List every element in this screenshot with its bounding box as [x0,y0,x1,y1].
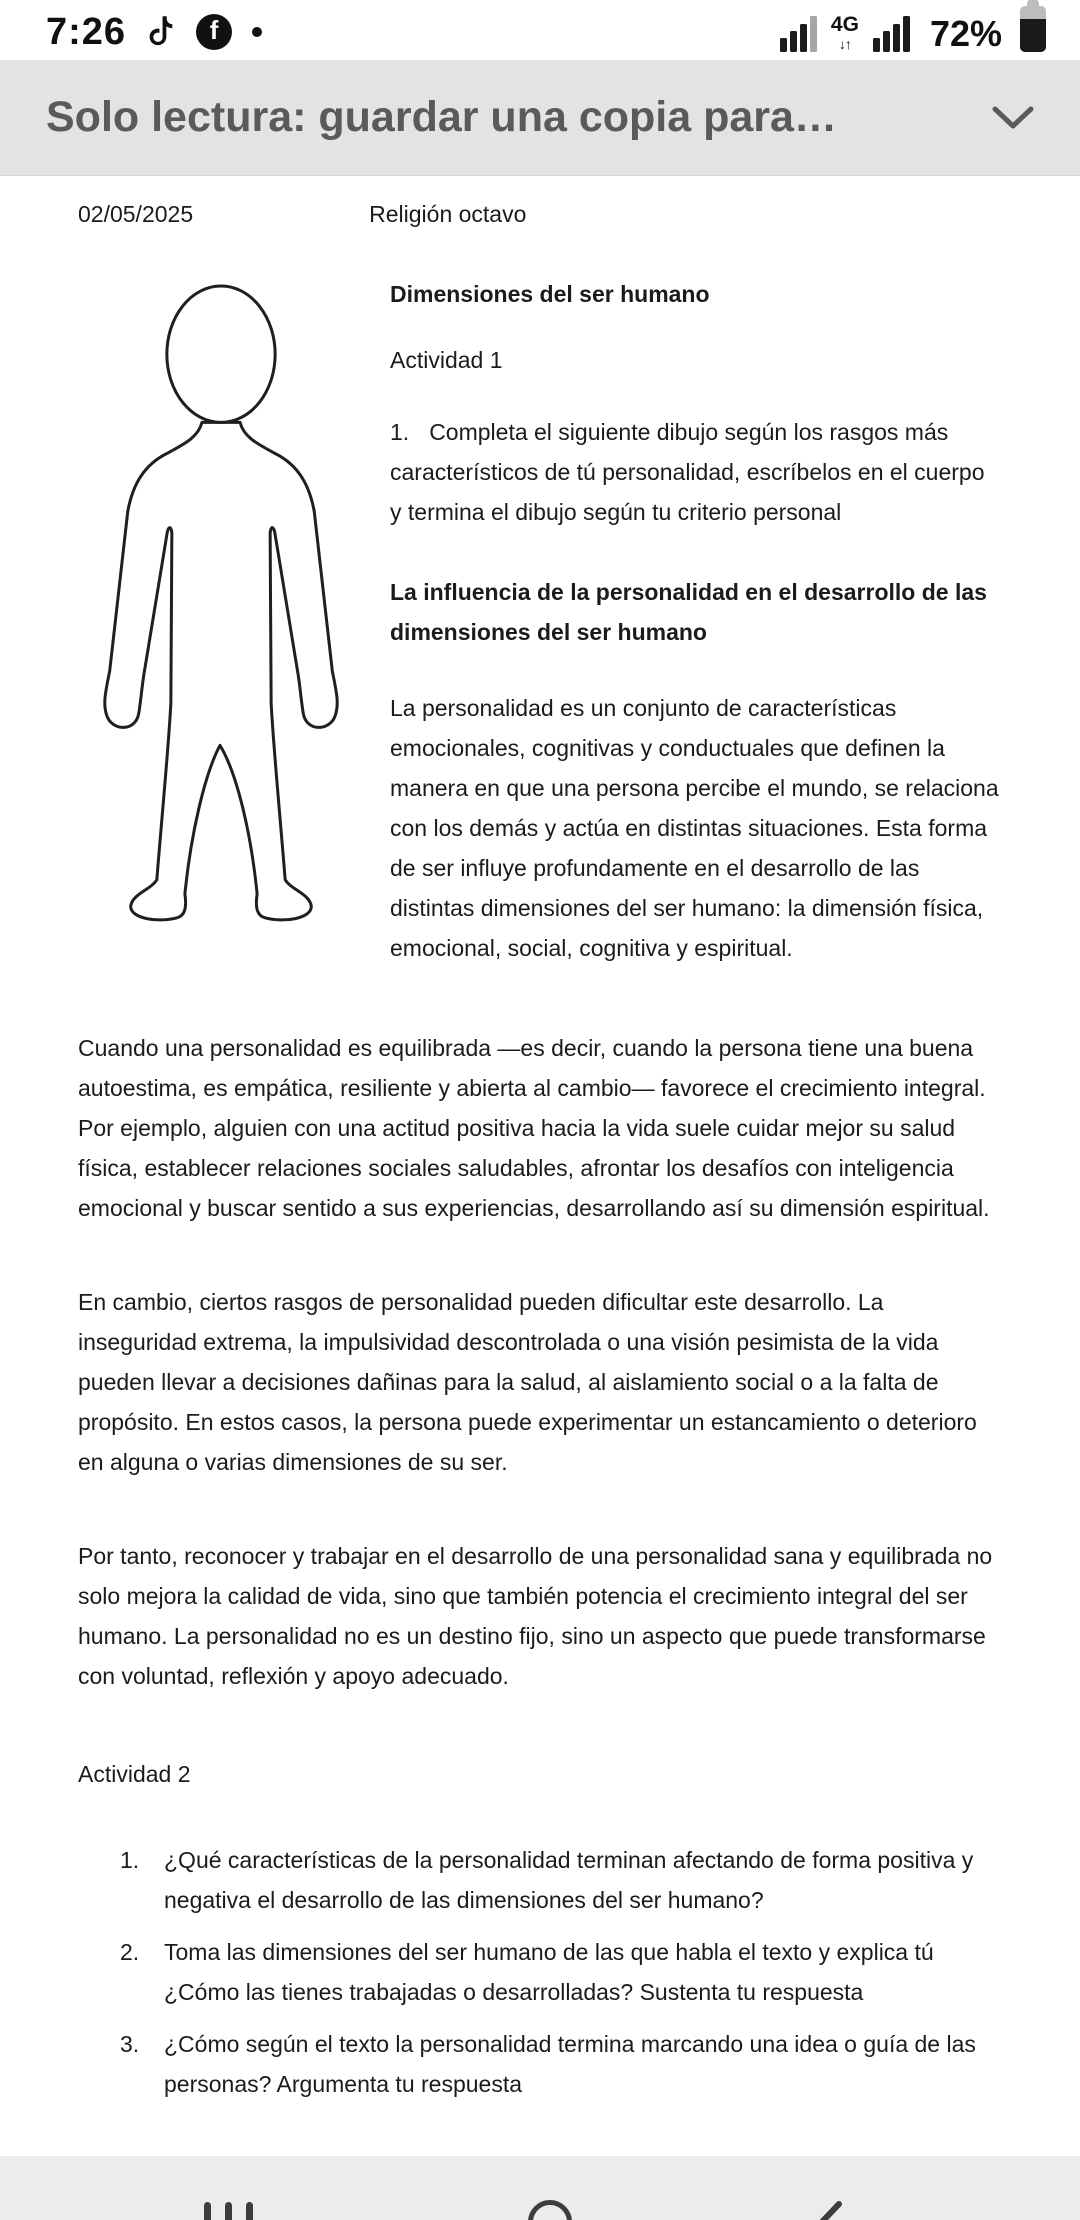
human-body-outline-icon [78,272,364,974]
document-page [0,176,1080,2104]
battery-percent-label: 72% [929,13,1002,54]
home-icon[interactable] [528,2200,572,2220]
activity1-item-number: 1. [390,419,410,445]
navigation-bar [0,2156,1080,2220]
signal-bars-icon [780,16,817,52]
network-type-label: 4G [830,13,859,36]
doc-header [78,194,1002,234]
list-item-number: 2. [120,1939,140,1965]
activity1-label: Actividad 1 [390,347,503,373]
data-arrows-icon: ↓↑ [838,36,851,52]
network-4g-icon [831,14,859,52]
human-outline-figure [78,264,390,974]
back-chevron-icon[interactable] [812,2200,846,2220]
activity1-item [390,412,1002,532]
recents-icon[interactable] [200,2200,256,2220]
doc-subject: Religión octavo [369,201,527,227]
list-item-number: 3. [120,2031,140,2057]
notification-dot-icon [252,27,262,37]
chevron-down-icon[interactable] [990,104,1036,132]
readonly-banner[interactable] [0,60,1080,176]
signal-bars-icon [873,16,910,52]
status-bar [0,0,1080,60]
list-item [78,1932,1002,2012]
activity1-item-text: Completa el siguiente dibujo según los rasgos más característicos de tú personalidad, escríbelos en el cuerpo y termina el dibujo según tu criterio personal [390,419,985,525]
tiktok-notification-icon [146,15,176,49]
clock: 7:26 [46,10,127,53]
battery-icon [1020,6,1046,52]
doc-title: Dimensiones del ser humano [390,281,710,307]
list-item [78,2024,1002,2104]
doc-right-column [390,264,1002,974]
activity2-label: Actividad 2 [78,1761,191,1787]
list-item-number: 1. [120,1847,140,1873]
list-item-text: Toma las dimensiones del ser humano de las que habla el texto y explica tú ¿Cómo las tienes trabajadas o desarrolladas? Sustenta tu respuesta [164,1939,934,2005]
body-paragraph: Cuando una personalidad es equilibrada —es decir, cuando la persona tiene una buena autoestima, es empática, resiliente y abierta al cambio— favorece el crecimiento integral. Por ejemplo, alguien con una actitud positiva hacia la vida suele cuidar mejor su salud física, establecer relaciones sociales saludables, afrontar los desafíos con inteligencia emocional y buscar sentido a sus experiencias, desarrollando así su dimensión espiritual. [78,1035,990,1221]
readonly-banner-text: Solo lectura: guardar una copia para… [46,93,837,141]
activity2-list [78,1840,1002,2104]
list-item-text: ¿Qué características de la personalidad terminan afectando de forma positiva y negativa el desarrollo de las dimensiones del ser humano? [164,1847,974,1913]
list-item-text: ¿Cómo según el texto la personalidad termina marcando una idea o guía de las personas? Argumenta tu respuesta [164,2031,976,2097]
facebook-notification-icon: f [196,14,232,50]
doc-date: 02/05/2025 [78,201,194,227]
intro-paragraph: La personalidad es un conjunto de características emocionales, cognitivas y conductuales que definen la manera en que una persona percibe el mundo, se relaciona con los demás y actúa en distintas situaciones. Esta forma de ser influye profundamente en el desarrollo de las distintas dimensiones del ser humano: la dimensión física, emocional, social, cognitiva y espiritual. [390,695,999,961]
list-item [78,1840,1002,1920]
body-paragraph: En cambio, ciertos rasgos de personalidad pueden dificultar este desarrollo. La inseguridad extrema, la impulsividad descontrolada o una visión pesimista de la vida pueden llevar a decisiones dañinas para la salud, al aislamiento social o a la falta de propósito. En estos casos, la persona puede experimentar un estancamiento o deterioro en alguna o varias dimensiones de su ser. [78,1289,977,1475]
section-heading: La influencia de la personalidad en el desarrollo de las dimensiones del ser humano [390,579,987,645]
body-paragraph: Por tanto, reconocer y trabajar en el desarrollo de una personalidad sana y equilibrada no solo mejora la calidad de vida, sino que también potencia el crecimiento integral del ser humano. La personalidad no es un destino fijo, sino un aspecto que puede transformarse con voluntad, reflexión y apoyo adecuado. [78,1543,993,1689]
status-bar-left [46,11,262,54]
status-bar-right [780,6,1046,58]
